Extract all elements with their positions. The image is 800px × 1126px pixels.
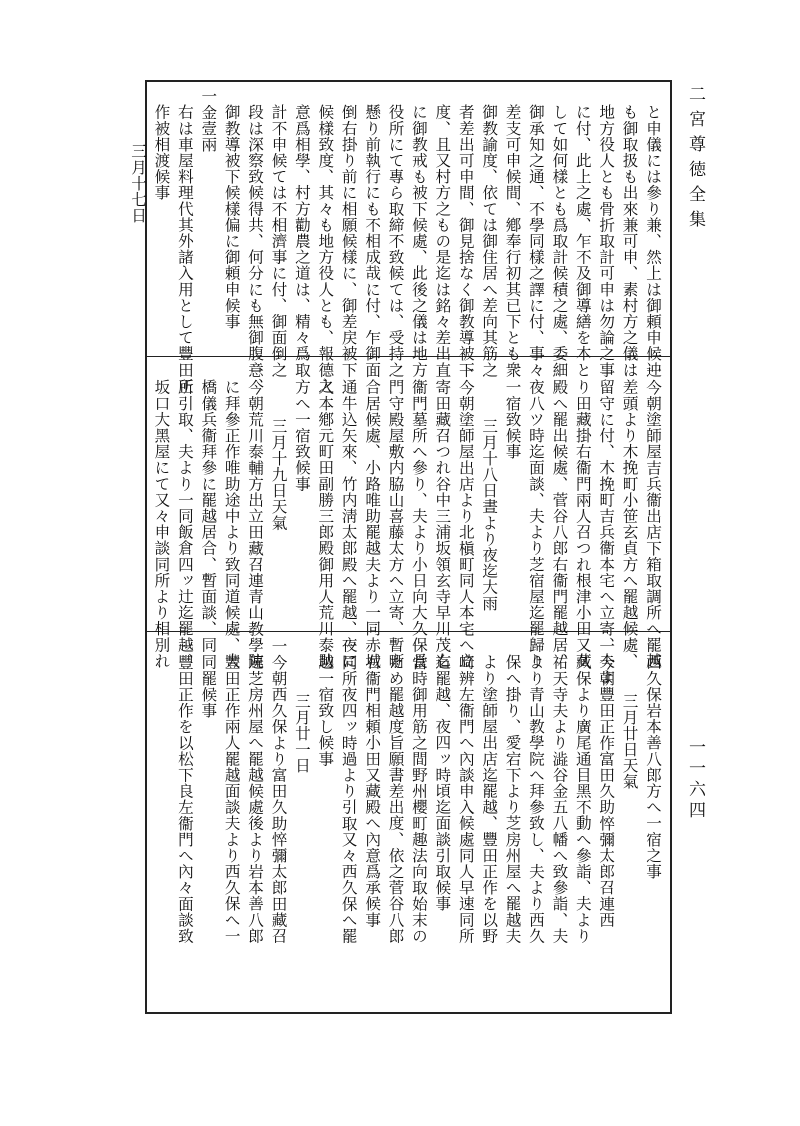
text-line: に拜參正作唯助途中より致同道候處、大 [222,379,241,669]
text-line: 留守に付、木挽町吉兵衞本宅へ立寄、夫よ [597,379,616,685]
text-line: 一今朝塗師屋出店より北槇町同人本宅へ立 [456,363,475,669]
text-line: 西久保岩本善八郎方へ一宿之事 [644,654,662,880]
column-block [153,638,664,1008]
text-line: 三月十七日 [129,143,148,224]
text-line: 三月廿日天氣 [620,693,639,790]
text-line: 一今朝西久保より富田久助悴彌太郎田藏召 [269,638,288,944]
text-line: 同罷候事 [199,654,218,719]
text-line: 段は深察致候得共、何分にも無御腹意、 [246,104,265,394]
text-line: 度、且又村方之もの是迄は銘々差出直 [433,104,452,378]
text-line: 殿へ罷出候處、菅谷八郎右衞門罷越居、 [550,379,569,669]
text-line: 寄田藏召つれ谷中三浦坂領玄寺早川茂右 [433,379,452,669]
text-line: 差頭より木挽町小笹玄貞方へ罷越候處、 [620,379,639,669]
text-line: 意爲相學、村方勸農之道は、精々爲取 [292,104,311,378]
text-line: 懸り前執行にも不相成哉に付、乍御面 [363,104,382,378]
text-line: 倒右掛り前に相願候樣に、御差戻被下 [339,104,358,378]
text-line: 久保より廣尾通目黑不動へ參詣、夫より [573,654,592,944]
text-frame [129,80,672,1014]
text-line: 候樣致度、其々も地方役人とも、報德之 [316,104,335,394]
column-block [129,88,664,394]
text-line: 一當時御用筋之間野州櫻町趣法向取始末の [409,638,428,944]
text-line: 祐天寺夫より澁谷金五八幡へ致參詣、夫 [550,654,569,944]
text-line: 越一宿致し候事 [316,654,335,767]
text-line: 一同所夜四ッ時過より引取又々西久保へ罷 [339,638,358,944]
text-line: 保へ掛り、愛宕下より芝房州屋へ罷越夫 [503,654,522,944]
text-line: 御承知之通、不學同樣之譯に付、事々 [526,104,545,378]
text-line: り田藏掛右衞門兩人召つれ根津小田又藏 [573,379,592,669]
text-section-3 [147,632,670,1012]
text-line: 一今朝豐田正作富田久助悴彌太郎召連西 [597,638,616,928]
page-number: 一一六四 [685,738,705,822]
text-line: 連芝房州屋へ罷越候處後より岩本善八郎 [246,654,265,944]
text-line: 者差出可申間、御見捨なく御教導被下 [456,104,475,378]
text-line: 三月十九日天氣 [269,418,288,531]
text-line: 一豐田正作を以松下良左衞門へ內々面談致 [175,638,194,944]
text-line: 坂口大黑屋にて又々申談同所より相別れ [152,379,171,669]
text-line: 崎辨左衞門へ內談申入候處同人早速同所 [456,654,475,944]
book-title: 二宮尊徳全集 [685,85,705,235]
text-line: より塗師屋出店迄罷越、豐田正作を以野 [480,654,499,944]
text-line: 夜八ツ時迄面談、夫より芝宿屋迄罷歸り [526,379,545,669]
text-line: 三月十八日晝より夜迄大雨 [480,418,499,612]
text-line: 門守殿屋敷内脇山喜藤太方へ立寄、暫噺 [386,379,405,669]
text-line: も御取扱も出來兼可申、素村方之儀は [620,104,639,378]
text-line: 作被相渡候事 [152,104,171,201]
text-line: 一今朝塗師屋吉兵衞出店下箱取調所へ罷越 [644,363,662,669]
text-line: 一今朝荒川泰輔方出立田藏召連青山教學院 [246,363,265,669]
text-line: 地方役人とも骨折取計可申は勿論之事 [597,104,616,378]
text-line: 方へ一宿致候事 [292,379,311,492]
text-line: 計不申候ては不相濟事に付、御面倒之 [269,104,288,378]
text-line: と申儀には參り兼、然上は御頼申候迚 [644,104,662,378]
text-line: に御教戒も被下候處、此後之儀は地方 [409,104,428,378]
text-line: 合居候處、小路唯助罷越夫より一同赤城 [363,379,382,669]
text-section-2 [147,357,670,685]
text-line: 御教導被下候樣偏に御頼申候事 [222,104,241,330]
text-line: 役所にて專ら取締不致候ては、受持之 [386,104,405,378]
text-line: 差支可申候間、鄕奉行初其已下とも衆 [503,104,522,378]
text-line: 一金壹兩 [199,88,218,153]
text-line: 橋儀兵衞拜參に罷越居合、暫面談、同 [199,379,218,653]
text-line: 入本鄕元町田副勝三郎殿御用人荒川泰助 [316,379,335,669]
text-line: 三月廿一日 [292,693,311,774]
text-line: 衞門墓所へ參り、夫より小日向大久保長 [409,379,428,669]
text-line: 迄罷越、夜四ッ時頃迄面談引取候事 [433,654,452,912]
text-line: 右は車屋料理代其外諸入用として豐田正 [175,104,194,394]
text-line: して如何樣とも爲取計候積之處、委細 [550,104,569,378]
text-line: 右衞門相頼小田又藏殿へ內意爲承候事 [363,654,382,928]
text-line: 一宿致候事 [503,379,522,460]
text-line: 通牛込矢來、竹内淸太郎殿へ罷越、夜に [339,379,358,669]
column-block [152,363,664,685]
text-line: より青山教學院へ拜參致し、夫より西久 [526,654,545,944]
text-line: 所引取、夫より一同飯倉四ッ辻迄罷越、 [175,379,194,669]
text-line: 豐田正作兩人罷越面談夫より西久保へ一 [222,654,241,944]
text-line: ため罷越度旨願書差出度、依之菅谷八郎 [386,654,405,944]
text-line: 御教諭度、依ては御住居へ差向其筋之 [480,104,499,378]
text-line: に付、此上之處、乍不及御導繕を本と [573,104,592,378]
text-section-1 [129,82,670,394]
